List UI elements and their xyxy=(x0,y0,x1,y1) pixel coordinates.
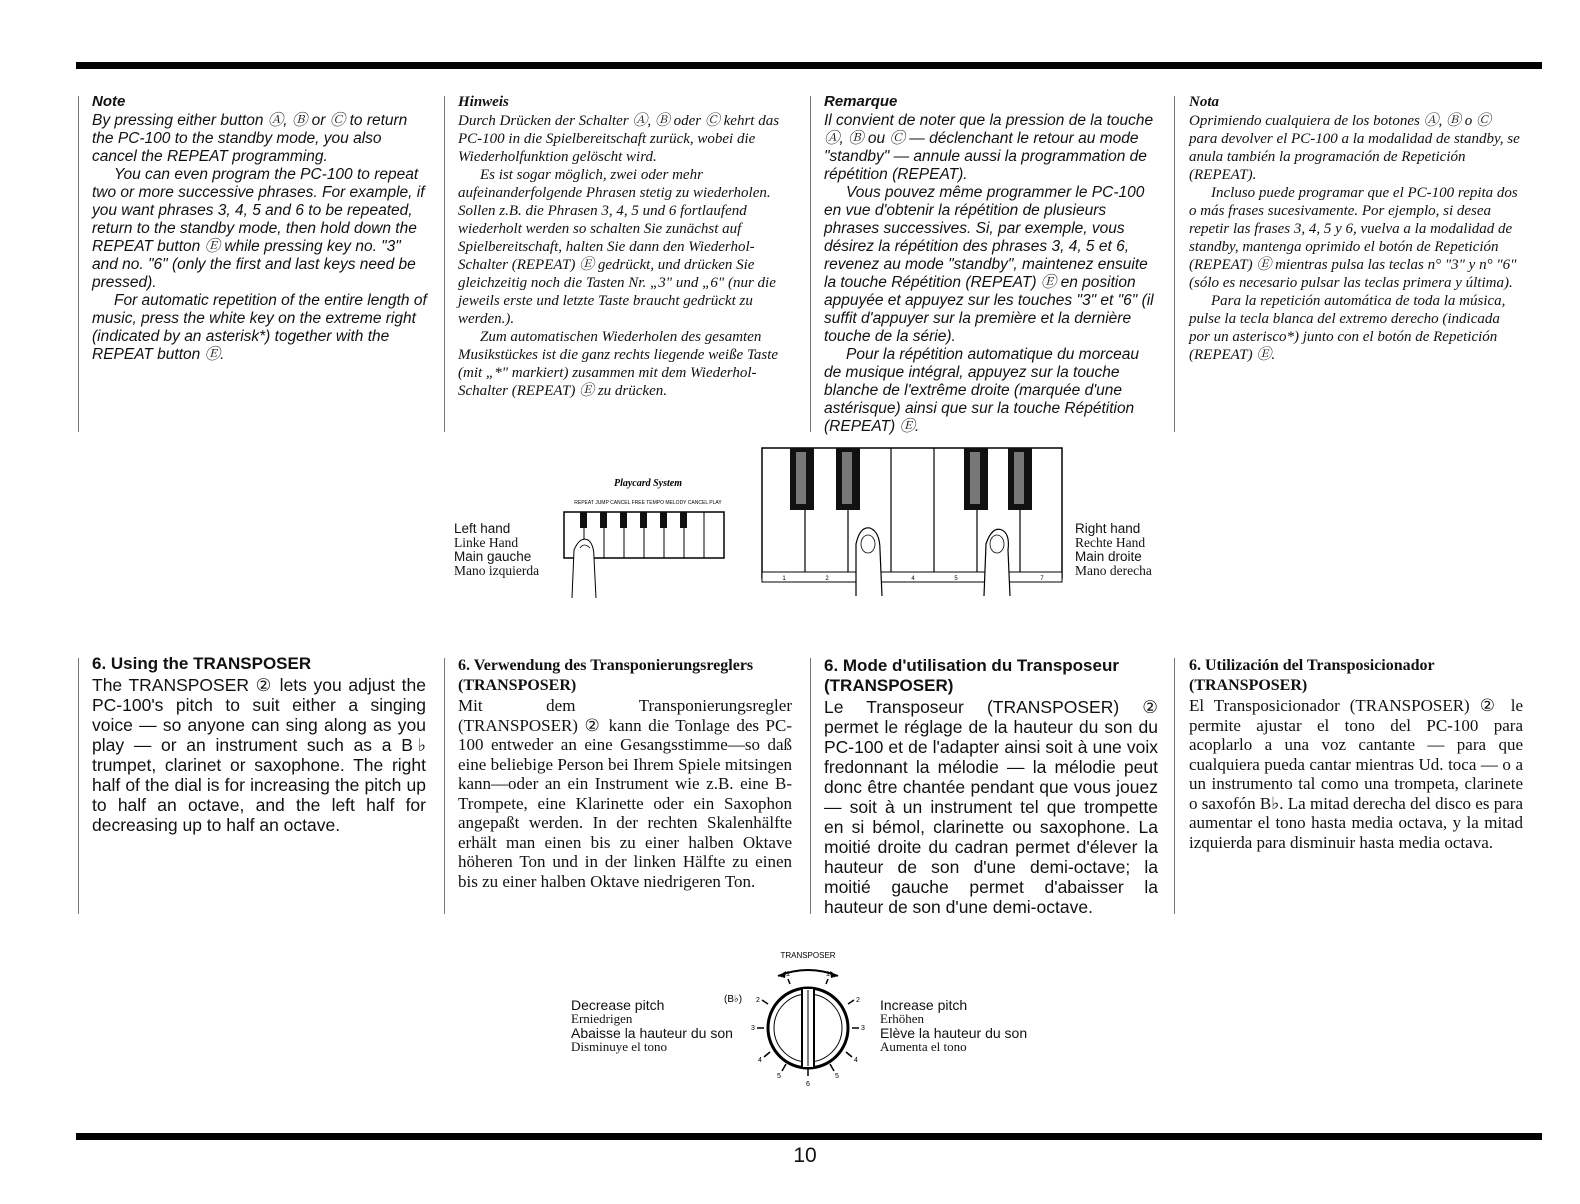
left-hand-label xyxy=(454,522,539,578)
note-paragraph: Durch Drücken der Schalter Ⓐ, Ⓑ oder Ⓒ kehrt das PC-100 in die Spielbereitschaft zurück, wobei die Wiederholfunktion gelöscht wird. xyxy=(458,113,780,165)
dial-tick-label: 5 xyxy=(777,1073,781,1080)
label-german: Linke Hand xyxy=(454,535,519,550)
note-paragraph: Incluso puede programar que el PC-100 repita dos o más frases sucesivamente. Por ejemplo, si desea repetir las frases 3, 4, 5 y 6, vuelva a la modalidad de standby, mantenga oprimido el botón de Repetición (REPEAT) Ⓔ mientras pulsa las teclas n° "3" y n° "6" (sólo es necesario pulsar las teclas primera y última). xyxy=(1189,185,1518,291)
section-spanish xyxy=(1189,656,1523,852)
playcard-logo: Playcard System xyxy=(613,478,683,489)
label-spanish: Mano izquierda xyxy=(454,563,540,578)
dial-tick-label: 2 xyxy=(856,997,860,1004)
note-german xyxy=(458,93,792,400)
note-spanish xyxy=(1189,93,1523,364)
dial-tick-label: 1 xyxy=(826,971,830,978)
note-paragraph: Es ist sogar möglich, zwei oder mehr aufeinanderfolgende Phrasen stetig zu wiederholen. Sollen z.B. die Phrasen 3, 4, 5 und 6 fortlaufend wiederholt werden so schalten Sie zunächst auf Spielbereitschaft, halten Sie dann den Wiederhol-Schalter (REPEAT) Ⓔ gedrückt, und drücken Sie gleichzeitig noch die Tasten Nr. „3" und „6" (nur die jeweils erste und letzte Taste braucht gedrückt zu werden.). xyxy=(458,167,776,327)
label-german: Erniedrigen xyxy=(571,1011,633,1026)
label-english: Left hand xyxy=(454,521,511,536)
label-german: Rechte Hand xyxy=(1075,535,1146,550)
section-body: Mit dem Transponierungsregler (TRANSPOSER) ② kann die Tonlage des PC-100 entweder an eine Gesangsstimme—so daß eine beliebige Person bei Ihrem Spiele mitsingen kann—oder an ein Instrument wie z.B. eine B-Trompete, eine Klarinette oder ein Saxophon angepaßt werden. In der rechten Skalenhälfte erhält man einen bis zu einer halben Oktave höheren Ton und in der linken Hälfte zu einen bis zu einer halben Oktave niedrigeren Ton. xyxy=(458,696,792,891)
label-spanish: Disminuye el tono xyxy=(571,1039,668,1054)
dial-tick-label: 5 xyxy=(835,1073,839,1080)
section-body: Le Transposeur (TRANSPOSER) ② permet le réglage de la hauteur du son du PC-100 et de l'adapter ainsi soit à une voix fredonnant la mélodie — la mélodie peut donc être chantée pendant que vous jouez — soit à un instrument tel que trompette en si bémol, clarinette ou saxophone. La moitié droite du cadran permet d'élever la hauteur de son d'une demi-octave; la moitié gauche permet d'abaisser la hauteur de son d'une demi-octave. xyxy=(824,697,1158,917)
column-divider xyxy=(78,96,79,432)
note-paragraph: For automatic repetition of the entire length of music, press the white key on the extreme right (indicated by an asterisk*) together with the REPEAT button Ⓔ. xyxy=(92,292,427,363)
section-title: 6. Mode d'utilisation du Transposeur (TRANSPOSER) xyxy=(824,656,1119,695)
note-french xyxy=(824,93,1158,436)
note-paragraph: Oprimiendo cualquiera de los botones Ⓐ, Ⓑ o Ⓒ para devolver el PC-100 a la modalidad de standby, se anula también la programación de Repetición (REPEAT). xyxy=(1189,113,1520,183)
dial-tick-label: 4 xyxy=(854,1057,858,1064)
label-french: Main droite xyxy=(1075,549,1142,564)
section-french xyxy=(824,656,1158,917)
control-panel-illustration xyxy=(560,470,730,600)
label-spanish: Aumenta el tono xyxy=(880,1039,967,1054)
column-divider xyxy=(810,96,811,432)
column-divider xyxy=(1174,96,1175,432)
increase-pitch-label xyxy=(880,998,1027,1054)
key-number: 7 xyxy=(1040,576,1044,582)
label-french: Main gauche xyxy=(454,549,532,564)
bottom-rule xyxy=(76,1133,1542,1140)
bflat-label: (B♭) xyxy=(724,994,743,1005)
label-english: Increase pitch xyxy=(880,997,968,1013)
key-number: 2 xyxy=(825,576,829,582)
label-english: Decrease pitch xyxy=(571,997,665,1013)
dial-tick-label: 1 xyxy=(786,971,790,978)
note-title: Remarque xyxy=(824,93,898,110)
note-paragraph: Il convient de noter que la pression de la touche Ⓐ, Ⓑ ou Ⓒ — déclenchant le retour au mode "standby" — annule aussi la programmation de répétition (REPEAT). xyxy=(824,112,1154,183)
note-paragraph: Vous pouvez même programmer le PC-100 en vue d'obtenir la répétition de plusieurs phrases successives. Si, par exemple, vous désirez la répétition des phrases 3, 4, 5 et 6, revenez au mode "standby", maintenez ensuite la touche Répétition (REPEAT) Ⓔ en position appuyée et appuyez sur les touches "3" et "6" (il suffit d'appuyer sur la première et la dernière touche de la série). xyxy=(824,184,1154,345)
label-german: Erhöhen xyxy=(880,1011,925,1026)
dial-tick-label: 2 xyxy=(756,997,760,1004)
label-french: Elève la hauteur du son xyxy=(880,1025,1028,1041)
note-paragraph: Zum automatischen Wiederholen des gesamten Musikstückes ist die ganz rechts liegende weiße Taste (mit „*" markiert) zusammen mit dem Wiederhol-Schalter (REPEAT) Ⓔ zu drücken. xyxy=(458,329,779,399)
note-title: Hinweis xyxy=(458,94,509,110)
dial-tick-label: 6 xyxy=(806,1081,810,1088)
note-paragraph: Para la repetición automática de toda la música, pulse la tecla blanca del extremo derecho (indicada por un asterisco*) junto con el botón de Repetición (REPEAT) Ⓔ. xyxy=(1189,293,1506,363)
section-body: El Transposicionador (TRANSPOSER) ② le permite ajustar el tono del PC-100 para acoplarlo a una voz cantante — para que cualquiera pueda cantar mientras Ud. toca — o a un instrumento tal como una trompeta, clarinete o saxofón B♭. La mitad derecha del disco es para aumentar el tono hasta media octava, y la mitad izquierda para disminuir hasta media octava. xyxy=(1189,696,1523,852)
column-divider xyxy=(444,658,445,914)
section-english xyxy=(92,654,426,835)
section-body: The TRANSPOSER ② lets you adjust the PC-100's pitch to suit either a singing voice — so anyone can sing along as you play — or an instrument such as a B♭ trumpet, clarinet or saxophone. The right half of the dial is for increasing the pitch up to half an octave, and the left half for decreasing up to half an octave. xyxy=(92,675,426,835)
dial-tick-label: 4 xyxy=(758,1057,762,1064)
dial-tick-label: 3 xyxy=(751,1025,755,1032)
note-title: Note xyxy=(92,93,126,110)
column-divider xyxy=(1174,658,1175,914)
decrease-pitch-label xyxy=(571,998,733,1054)
panel-button-labels: REPEAT JUMP CANCEL FREE TEMPO MELODY CANCEL PLAY xyxy=(574,500,722,506)
section-title: 6. Using the TRANSPOSER xyxy=(92,654,312,673)
section-title: 6. Utilización del Transposicionador (TRANSPOSER) xyxy=(1189,657,1435,694)
dial-title: TRANSPOSER xyxy=(780,951,836,960)
column-divider xyxy=(78,658,79,914)
top-rule xyxy=(76,62,1542,69)
section-title: 6. Verwendung des Transponierungsreglers (TRANSPOSER) xyxy=(458,657,754,694)
label-english: Right hand xyxy=(1075,521,1141,536)
label-spanish: Mano derecha xyxy=(1075,563,1152,578)
note-english xyxy=(92,93,428,364)
keyboard-illustration xyxy=(760,446,1070,596)
key-number: 4 xyxy=(911,576,915,582)
note-paragraph: Pour la répétition automatique du morceau de musique intégral, appuyez sur la touche blanche de l'extrême droite (marquée d'une astérisque) ainsi que sur la touche Répétition (REPEAT) Ⓔ. xyxy=(824,346,1139,435)
section-german xyxy=(458,656,792,891)
key-number: 1 xyxy=(782,576,786,582)
note-title: Nota xyxy=(1189,94,1219,110)
page-number: 10 xyxy=(793,1144,817,1167)
dial-tick-label: 3 xyxy=(861,1025,865,1032)
column-divider xyxy=(444,96,445,432)
column-divider xyxy=(810,658,811,914)
label-french: Abaisse la hauteur du son xyxy=(571,1025,733,1041)
right-hand-label xyxy=(1075,522,1152,578)
note-paragraph: By pressing either button Ⓐ, Ⓑ or Ⓒ to return the PC-100 to the standby mode, you also cancel the REPEAT programming. xyxy=(92,112,408,165)
transposer-dial xyxy=(720,946,880,1096)
key-number: 5 xyxy=(954,576,958,582)
note-paragraph: You can even program the PC-100 to repeat two or more successive phrases. For example, if you want phrases 3, 4, 5 and 6 to be repeated, return to the standby mode, then hold down the REPEAT button Ⓔ while pressing key no. "3" and no. "6" (only the first and last keys need be pressed). xyxy=(92,166,425,291)
